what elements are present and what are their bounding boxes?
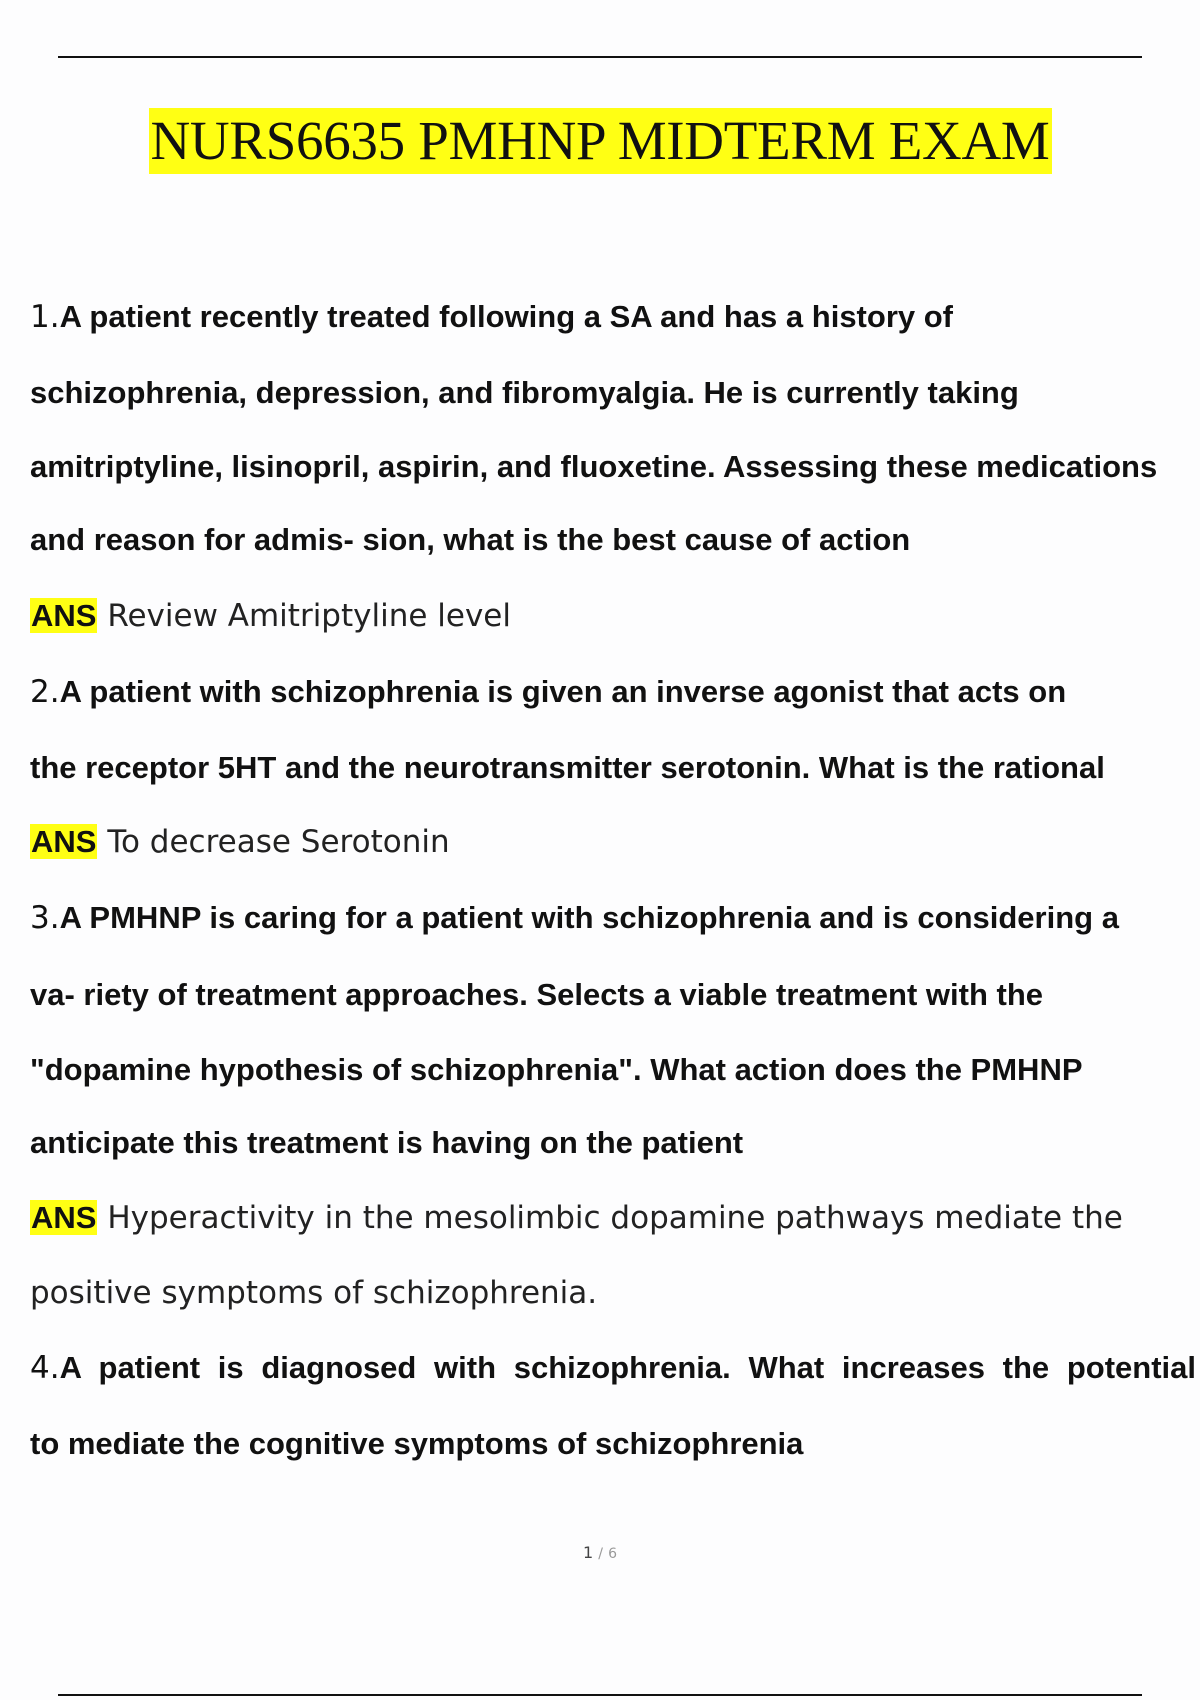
question-text: A patient is diagnosed with schizophrenia. What increases the potential xyxy=(59,1350,1196,1385)
title-block xyxy=(0,108,1200,174)
top-rule xyxy=(58,56,1142,58)
answer-3-line-2: positive symptoms of schizophrenia. xyxy=(30,1275,598,1311)
current-page: 1 xyxy=(582,1543,594,1562)
question-4-line-2: to mediate the cognitive symptoms of schizophrenia xyxy=(30,1426,804,1461)
page-separator: / xyxy=(598,1546,603,1562)
total-pages: 6 xyxy=(608,1546,617,1562)
question-text: A patient with schizophrenia is given an inverse agonist that acts on xyxy=(59,674,1067,709)
answer-text: To decrease Serotonin xyxy=(107,824,450,860)
question-1-line-1 xyxy=(30,297,953,337)
answer-2 xyxy=(30,822,450,862)
question-3-line-4: anticipate this treatment is having on the patient xyxy=(30,1125,744,1160)
bottom-rule xyxy=(58,1694,1142,1696)
question-2-line-1 xyxy=(30,672,1066,712)
question-1-line-4: and reason for admis- sion, what is the best cause of action xyxy=(30,522,911,557)
answer-text: Hyperactivity in the mesolimbic dopamine pathways mediate the xyxy=(107,1200,1123,1236)
question-number: 4. xyxy=(30,1350,60,1386)
question-number: 1. xyxy=(30,299,60,335)
answer-tag: ANS xyxy=(31,598,97,633)
question-number: 2. xyxy=(30,674,60,710)
question-3-line-3: "dopamine hypothesis of schizophrenia". What action does the PMHNP xyxy=(30,1052,1083,1087)
answer-3-line-1 xyxy=(30,1198,1123,1238)
answer-tag: ANS xyxy=(31,1200,97,1235)
question-number: 3. xyxy=(30,900,60,936)
question-3-line-1 xyxy=(30,898,1119,938)
page-indicator xyxy=(0,1543,1200,1562)
answer-tag: ANS xyxy=(31,824,97,859)
question-2-line-2: the receptor 5HT and the neurotransmitter serotonin. What is the rational xyxy=(30,750,1105,785)
question-3-line-2: va- riety of treatment approaches. Selects a viable treatment with the xyxy=(30,977,1043,1012)
question-1-line-2: schizophrenia, depression, and fibromyalgia. He is currently taking xyxy=(30,375,1019,410)
question-text: A patient recently treated following a SA and has a history of xyxy=(59,299,953,334)
document-title: NURS6635 PMHNP MIDTERM EXAM xyxy=(149,108,1052,174)
answer-1 xyxy=(30,596,511,636)
answer-text: Review Amitriptyline level xyxy=(107,598,511,634)
question-4-line-1 xyxy=(30,1348,1196,1388)
question-text: A PMHNP is caring for a patient with schizophrenia and is considering a xyxy=(59,900,1119,935)
question-1-line-3: amitriptyline, lisinopril, aspirin, and fluoxetine. Assessing these medications xyxy=(30,449,1158,484)
